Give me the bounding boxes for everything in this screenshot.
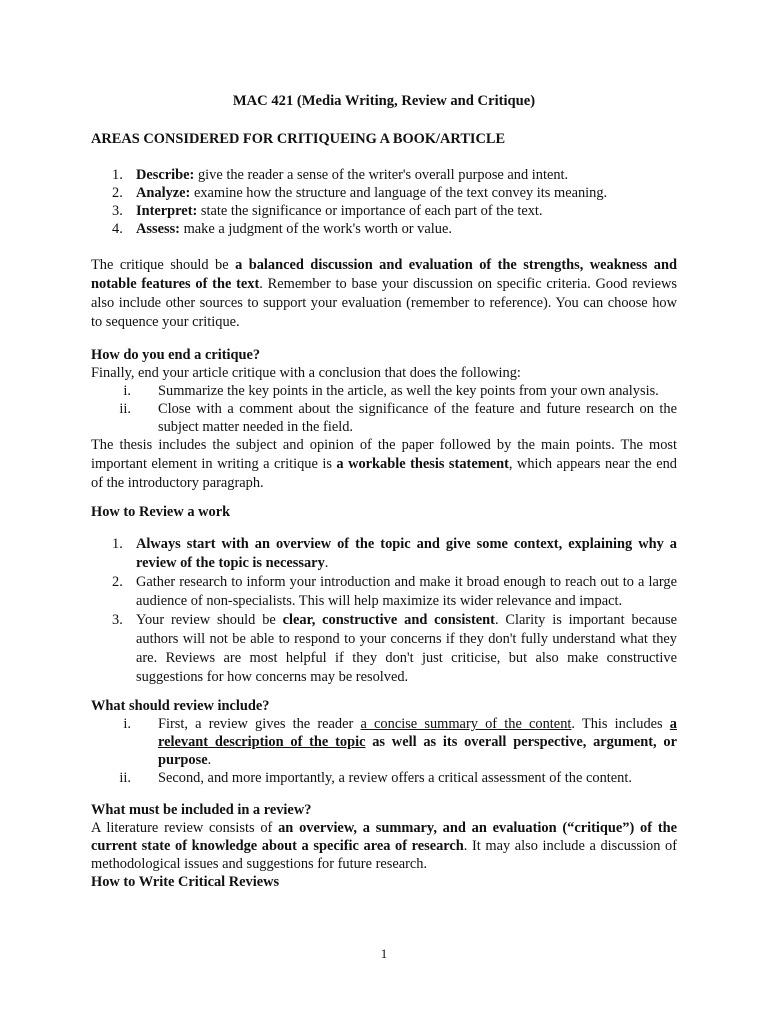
review-heading: How to Review a work — [91, 504, 231, 520]
end-list — [91, 382, 677, 436]
end-heading: How do you end a critique? — [91, 347, 261, 363]
list-item: 1. Describe: give the reader a sense of the writer's overall purpose and intent. — [112, 167, 569, 183]
list-item: ii. Second, and more importantly, a review offers a critical assessment of the content. — [119, 770, 632, 786]
area-term: Analyze: — [136, 185, 191, 201]
include-list — [91, 715, 677, 787]
course-title: MAC 421 (Media Writing, Review and Critique) — [232, 93, 536, 109]
list-item: 3. Your review should be clear, constructive and consistent. Clarity is important because authors will not be able to respond to your concerns if they don't fully understand what they are. Reviews are most helpful if they don't just criticise, but also make constructive suggestions for how concerns may be resolved. — [112, 612, 677, 685]
include-heading: What should review include? — [91, 698, 270, 714]
must-paragraph: A literature review consists of an overview, a summary, and an evaluation (“critique”) of the current state of knowledge about a specific area of research. It may also include a discussion of methodological issues and suggestions for future research. — [91, 820, 677, 872]
document-page — [91, 92, 677, 891]
list-item: 1. Always start with an overview of the topic and give some context, explaining why a review of the topic is necessary. — [112, 536, 677, 571]
areas-heading: AREAS CONSIDERED FOR CRITIQUEING A BOOK/ARTICLE — [91, 131, 506, 147]
list-item: 2. Gather research to inform your introduction and make it broad enough to reach out to a large audience of non-specialists. This will help maximize its wider relevance and impact. — [112, 574, 677, 609]
critical-heading: How to Write Critical Reviews — [91, 874, 280, 890]
critique-paragraph: The critique should be a balanced discussion and evaluation of the strengths, weakness and notable features of the text. Remember to base your discussion on specific criteria. Good reviews also include other sources to support your evaluation (remember to reference). You can choose how to sequence your critique. — [91, 257, 678, 330]
area-term: Describe: — [136, 167, 195, 183]
area-term: Assess: — [136, 221, 180, 237]
must-heading: What must be included in a review? — [91, 802, 312, 818]
list-item: i. Summarize the key points in the article, as well the key points from your own analysis. — [123, 383, 659, 399]
thesis-paragraph: The thesis includes the subject and opinion of the paper followed by the main points. The most important element in writing a critique is a workable thesis statement, which appears near the end of the introductory paragraph. — [91, 437, 677, 491]
list-item: 4. Assess: make a judgment of the work's worth or value. — [112, 221, 452, 237]
list-item: 3. Interpret: state the significance or importance of each part of the text. — [112, 203, 543, 219]
area-term: Interpret: — [136, 203, 198, 219]
review-list — [91, 535, 677, 687]
list-item: ii. Close with a comment about the significance of the feature and future research on the subject matter needed in the field. — [119, 401, 677, 435]
areas-list — [91, 166, 677, 238]
page-number: 1 — [380, 946, 388, 961]
list-item: 2. Analyze: examine how the structure and language of the text convey its meaning. — [112, 185, 608, 201]
list-item: i. First, a review gives the reader a concise summary of the content. This includes a relevant description of the topic as well as its overall perspective, argument, or purpose. — [123, 716, 677, 768]
end-intro: Finally, end your article critique with a conclusion that does the following: — [91, 365, 521, 381]
